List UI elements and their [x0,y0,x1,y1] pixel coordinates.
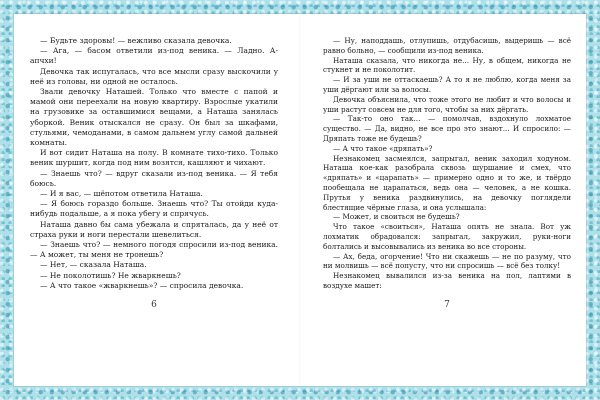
paragraph: И вот сидит Наташа на полу. В комнате тихо-тихо. Только веник шуршит, когда под ним возятся, кашляют и чихают. [30,148,278,168]
paragraph: — И я вас, — шёпотом ответила Наташа. [40,189,203,199]
paragraph: — А что такое «дряпать»? [333,143,433,153]
paragraph: — Нет, — сказала Наташа. [40,260,147,270]
paragraph: Наташа сказала, что никогда не... Ну, в общем, никогда не стукнет и не поколотит. [323,55,571,75]
paragraph: Незнакомец засмеялся, запрыгал, веник заходил ходуном. Наташа кое-как разобрала сквозь шуршание и смех, что «дряпать» и «царапать» — примерно одно и то же, и твёрдо пообещала не царапаться, ведь она — человек, а не кошка. Прутья у веника раздвинулись, на девочку поглядели блестящие чёрные глаза, и она услышала: [323,153,571,212]
paragraph: — Ага, — басом ответили из-под веника. — Ладно. А-апчхи! [30,46,278,66]
paragraph: — И за уши не оттаскаешь? А то я не люблю, когда меня за уши дёргают или за волосы. [323,75,571,94]
book-gutter [299,14,301,386]
right-page-text [323,36,571,291]
paragraph: Незнакомец вывалился из-за веника на пол, лаптями в воздухе машет: [323,271,571,290]
paragraph: — Будьте здоровы! — вежливо сказала девочка. [40,36,232,45]
paragraph: — Ах, беда, огорчение! Что ни скажешь — не по разуму, что ни молвишь — всё попусту, что ни спросишь — всё без толку! [323,251,571,271]
paragraph: Девочка так испугалась, что все мысли сразу выскочили у неё из головы, ни одной не осталось. [30,66,278,86]
left-page-text [30,36,278,291]
paragraph: — Может, и своиться не будешь? [333,212,460,222]
right-page [323,36,571,370]
paragraph: Девочка объяснила, что тоже этого не любит и что волосы и уши растут совсем не для того, чтобы за них дёргать. [323,94,571,114]
paragraph: — Знаешь что? — немного погодя спросили из-под веника. — А может, ты меня не тронешь? [30,240,278,260]
page-number-left: 6 [151,300,157,310]
page-number-right: 7 [444,300,450,310]
paragraph: — Ну, наподдашь, отлупишь, отдубасишь, выдеришь — всё равно больно, — сообщили из-под веника. [323,36,571,55]
left-page [30,36,278,370]
paragraph: Наташа давно бы сама убежала и спряталась, да у неё от страха руки и ноги перестали шевелиться. [30,219,278,239]
paragraph: — А что такое «жваркнешь»? — спросила девочка. [40,280,244,290]
paragraph: Звали девочку Наташей. Только что вместе с папой и мамой они переехали на новую квартиру. Взрослые укатили на грузовике за оставшимися вещами, а Наташа занялась уборкой. Веник отыскался не сразу. Он был за шкафами, стульями, чемоданами, в самом дальнем углу самой дальней комнаты. [30,87,278,148]
paragraph: — Знаешь что? — вдруг сказали из-под веника. — Я тебя боюсь. [30,168,278,188]
paragraph: — Так-то оно так... — помолчав, вздохнуло лохматое существо. — Да, видно, не все про это знают... И спросило: — Дряпать тоже не будешь? [323,114,571,143]
book-spread [14,14,586,386]
paragraph: — Я боюсь гораздо больше. Знаешь что? Ты отойди куда-нибудь подальше, а я пока убегу и спрячусь. [30,199,278,219]
paragraph: Что такое «своиться», Наташа опять не знала. Вот уж лохматик обрадовался: запрыгал, закружил, руки-ноги болтались и высовывались из веника во все стороны. [323,222,571,251]
paragraph: — Не поколотишь? Не жваркнешь? [40,270,181,280]
